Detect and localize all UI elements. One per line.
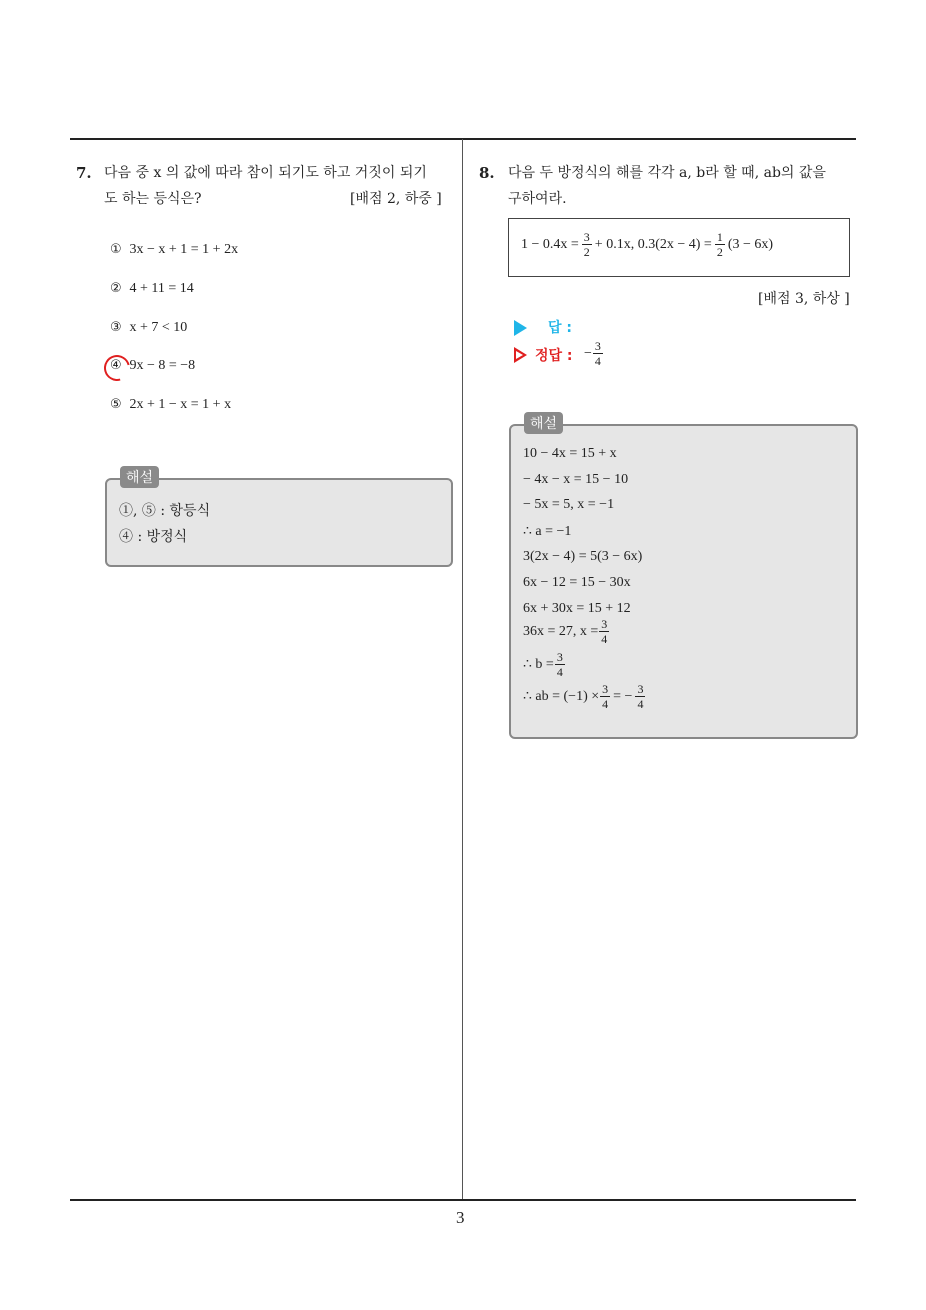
frac-1-2: $\frac{1}{2}$: [716, 230, 723, 259]
frac-3-4: $\frac{3}{4}$: [602, 682, 609, 711]
column-divider: [462, 139, 463, 1201]
q8-solution-line: − 5x = 5, x = −1: [523, 497, 615, 512]
bottom-rule: [70, 1199, 856, 1201]
q7-option-2[interactable]: [110, 281, 194, 297]
q8-solution-label: 해설: [524, 412, 563, 434]
q7-solution-line: ①, ⑤ : 항등식: [119, 503, 211, 519]
q7-meta: [배점 2, 하중 ]: [350, 191, 442, 207]
option-marker: ②: [110, 281, 122, 296]
answer-arrow-icon: [514, 320, 527, 336]
q8-equation-box: [508, 218, 850, 277]
q8-equations: [521, 231, 773, 258]
q8-number: 8.: [479, 164, 495, 182]
option-marker: ④: [110, 358, 122, 373]
q8-solution-line: − 4x − x = 15 − 10: [523, 472, 629, 487]
option-expr: 4 + 11 = 14: [129, 281, 194, 296]
frac-3-2: $\frac{3}{2}$: [583, 230, 590, 259]
q8-solution-line: ∴ a = −1: [523, 524, 572, 539]
q7-solution-label: 해설: [120, 466, 159, 488]
option-expr: 3x − x + 1 = 1 + 2x: [129, 242, 239, 257]
q7-option-1[interactable]: [110, 242, 238, 258]
q8-solution-line: 10 − 4x = 15 + x: [523, 446, 617, 461]
correct-answer: [584, 340, 604, 367]
eq-part1: 1 − 0.4x =: [521, 236, 579, 252]
option-marker: ①: [110, 242, 122, 257]
option-marker: ③: [110, 320, 122, 335]
frac-3-4: $\frac{3}{4}$: [556, 650, 563, 679]
option-marker: ⑤: [110, 397, 122, 412]
option-expr: 9x − 8 = −8: [129, 358, 196, 373]
q8-text-line1: 다음 두 방정식의 해를 각각 a, b라 할 때, ab의 값을: [508, 165, 826, 181]
eq-part2: + 0.1x, 0.3(2x − 4) =: [594, 236, 712, 252]
q8-meta: [배점 3, 하상 ]: [758, 291, 850, 307]
correct-sign: −: [584, 345, 592, 361]
top-rule: [70, 138, 856, 140]
frac-3-4: $\frac{3}{4}$: [601, 617, 608, 646]
q7-solution-box: [105, 478, 453, 567]
q8-solution-line-9: ∴ b = $\frac{3}{4}$: [523, 650, 563, 679]
q8-text-line2: 구하여라.: [508, 191, 567, 207]
answer-label: 답 :: [548, 320, 572, 336]
q8-solution-box: [509, 424, 858, 739]
q7-option-5[interactable]: [110, 397, 231, 413]
q7-number: 7.: [76, 164, 92, 182]
q8-solution-line-10: ∴ ab = (−1) × $\frac{3}{4}$ = − $\frac{3}{4}$: [523, 682, 644, 711]
q7-option-3[interactable]: [110, 320, 187, 336]
q7-text-line1: 다음 중 x 의 값에 따라 참이 되기도 하고 거짓이 되기: [104, 165, 427, 181]
q7-text-line2: 도 하는 등식은?: [104, 191, 202, 207]
correct-label: 정답 :: [535, 348, 573, 364]
q8-solution-line: 3(2x − 4) = 5(3 − 6x): [523, 549, 643, 564]
page-number: 3: [456, 1208, 465, 1227]
q7-solution-line: ④ : 방정식: [119, 529, 188, 545]
frac-3-4: $\frac{3}{4}$: [637, 682, 644, 711]
option-expr: x + 7 < 10: [129, 320, 188, 335]
correct-frac: $\frac{3}{4}$: [594, 339, 601, 368]
q8-solution-line: 6x − 12 = 15 − 30x: [523, 575, 631, 590]
option-expr: 2x + 1 − x = 1 + x: [129, 397, 232, 412]
eq-part3: (3 − 6x): [727, 236, 774, 252]
q8-solution-line: 6x + 30x = 15 + 12: [523, 601, 631, 616]
q8-solution-line-8: 36x = 27, x = $\frac{3}{4}$: [523, 617, 608, 646]
q7-option-4[interactable]: [110, 358, 195, 374]
